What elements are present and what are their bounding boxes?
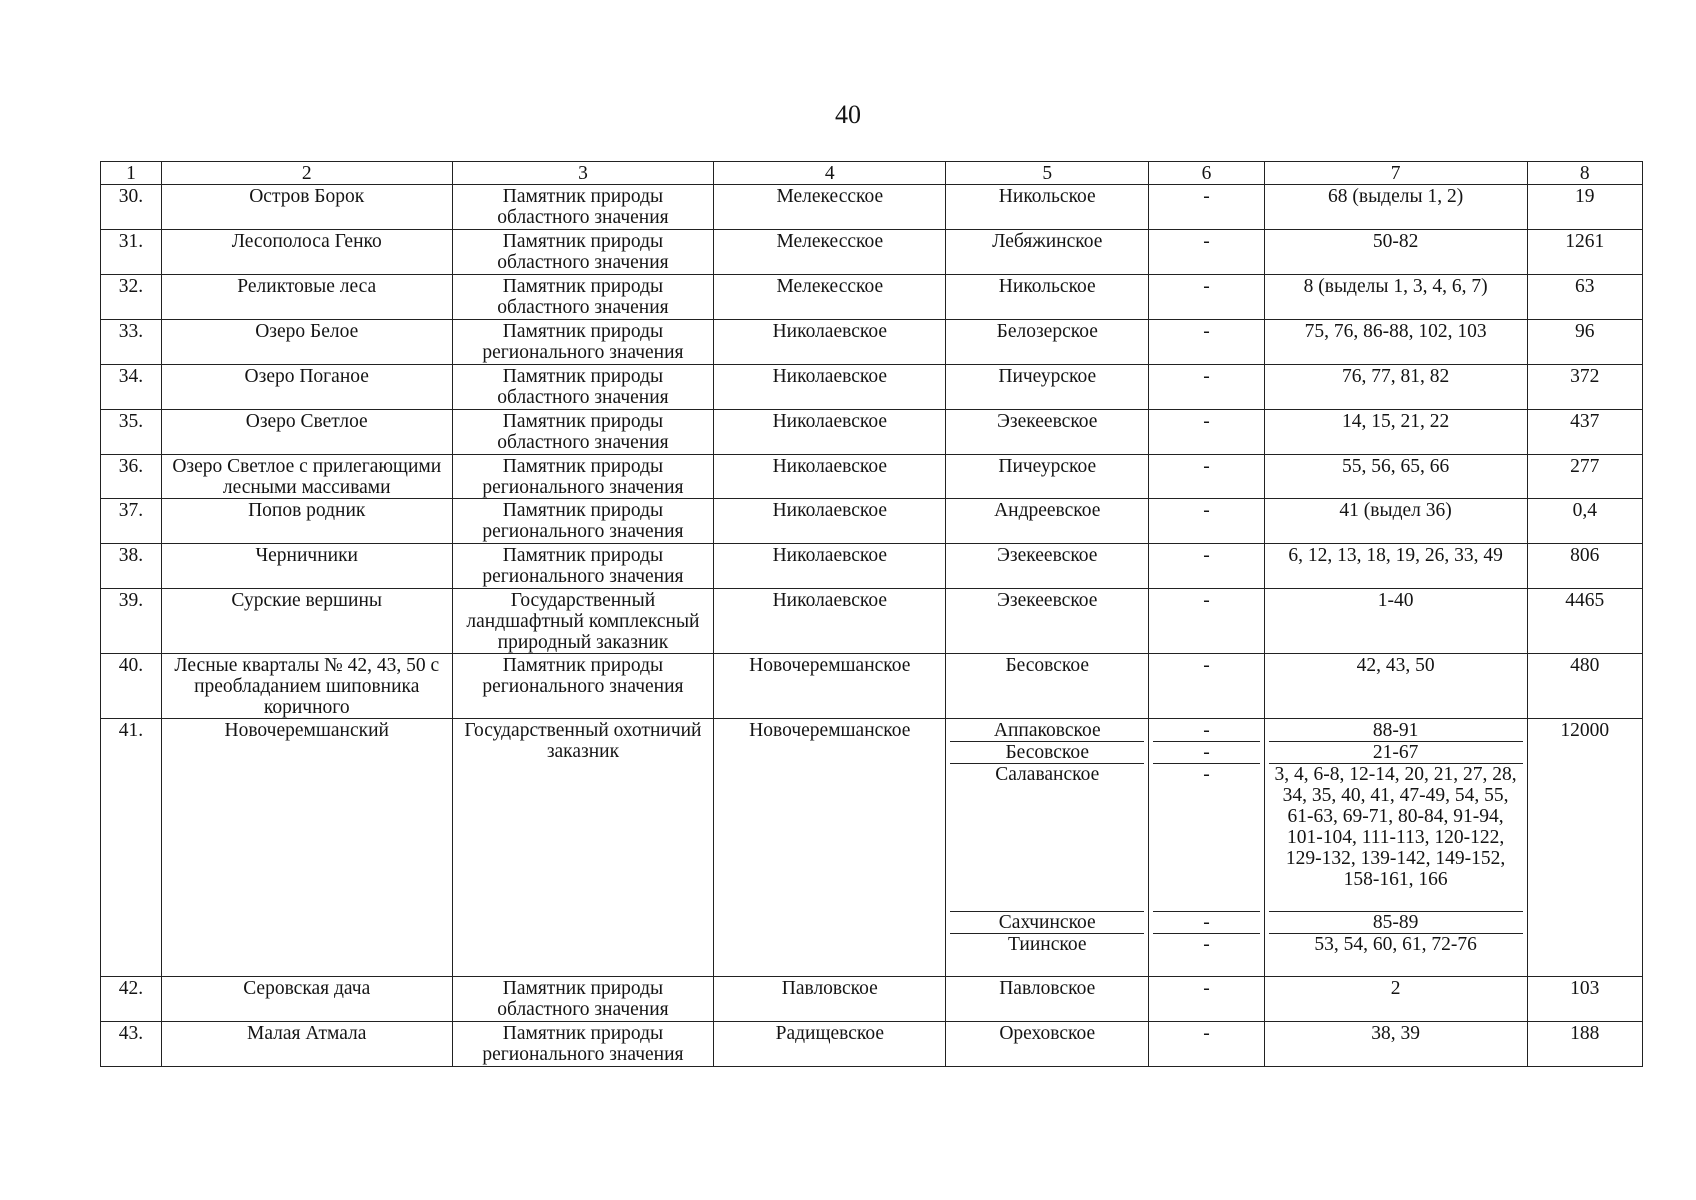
area-status: Памятник природы регионального значения	[452, 544, 714, 589]
area-name: Остров Борок	[161, 185, 452, 230]
district: Новочеремшанское	[714, 719, 946, 977]
district: Мелекесское	[714, 230, 946, 275]
table-row	[101, 410, 1643, 455]
quarters: 14, 15, 21, 22	[1264, 410, 1527, 455]
quarters: 53, 54, 60, 61, 72-76	[1314, 934, 1477, 955]
col6-value: -	[1149, 455, 1264, 499]
area-name: Озеро Белое	[161, 320, 452, 365]
col6-value: -	[1149, 544, 1264, 589]
quarters: 1-40	[1264, 589, 1527, 654]
area-status: Государственный охотничий заказник	[452, 719, 714, 977]
area-ha: 0,4	[1527, 499, 1642, 544]
area-status: Памятник природы областного значения	[452, 230, 714, 275]
forestry: Эзекеевское	[946, 544, 1149, 589]
area-name: Озеро Поганое	[161, 365, 452, 410]
row-number: 35.	[101, 410, 162, 455]
col6-value: -	[1153, 742, 1259, 764]
area-ha: 437	[1527, 410, 1642, 455]
area-status: Памятник природы областного значения	[452, 275, 714, 320]
row-number: 39.	[101, 589, 162, 654]
area-ha: 372	[1527, 365, 1642, 410]
area-status: Памятник природы областного значения	[452, 365, 714, 410]
col6-value: -	[1149, 654, 1264, 719]
area-name: Сурские вершины	[161, 589, 452, 654]
page-number: 40	[835, 100, 861, 129]
area-ha: 806	[1527, 544, 1642, 589]
quarters: 68 (выделы 1, 2)	[1264, 185, 1527, 230]
forestry-list	[946, 719, 1149, 977]
area-name: Лесополоса Генко	[161, 230, 452, 275]
area-status: Памятник природы регионального значения	[452, 1022, 714, 1067]
area-name: Лесные кварталы № 42, 43, 50 с преобладанием шиповника коричного	[161, 654, 452, 719]
forestry: Никольское	[946, 185, 1149, 230]
quarters-list	[1264, 719, 1527, 977]
header-cell: 3	[452, 162, 714, 185]
forestry: Тиинское	[1007, 934, 1087, 955]
district: Мелекесское	[714, 185, 946, 230]
quarters: 38, 39	[1264, 1022, 1527, 1067]
col6-value: -	[1153, 720, 1259, 742]
table-row	[101, 977, 1643, 1022]
row-number: 37.	[101, 499, 162, 544]
district: Николаевское	[714, 365, 946, 410]
area-name: Попов родник	[161, 499, 452, 544]
forestry: Павловское	[946, 977, 1149, 1022]
area-ha: 19	[1527, 185, 1642, 230]
area-ha: 1261	[1527, 230, 1642, 275]
quarters: 21-67	[1269, 742, 1523, 764]
col6-value: -	[1153, 912, 1259, 934]
district: Николаевское	[714, 499, 946, 544]
col6-value: -	[1149, 1022, 1264, 1067]
header-cell: 5	[946, 162, 1149, 185]
area-status: Памятник природы регионального значения	[452, 320, 714, 365]
quarters: 6, 12, 13, 18, 19, 26, 33, 49	[1264, 544, 1527, 589]
district: Радищевское	[714, 1022, 946, 1067]
area-name: Озеро Светлое с прилегающими лесными массивами	[161, 455, 452, 499]
area-status: Памятник природы областного значения	[452, 410, 714, 455]
area-ha: 63	[1527, 275, 1642, 320]
col6-value: -	[1203, 934, 1210, 955]
header-cell: 7	[1264, 162, 1527, 185]
district: Николаевское	[714, 589, 946, 654]
forestry: Салаванское	[950, 764, 1144, 912]
table-row	[101, 499, 1643, 544]
quarters: 50-82	[1264, 230, 1527, 275]
area-name: Новочеремшанский	[161, 719, 452, 977]
quarters: 2	[1264, 977, 1527, 1022]
table-row	[101, 365, 1643, 410]
area-status: Памятник природы областного значения	[452, 185, 714, 230]
row-number: 41.	[101, 719, 162, 977]
table-row	[101, 320, 1643, 365]
forestry: Сахчинское	[950, 912, 1144, 934]
header-cell: 2	[161, 162, 452, 185]
forestry: Аппаковское	[950, 720, 1144, 742]
col6-value: -	[1149, 410, 1264, 455]
district: Николаевское	[714, 410, 946, 455]
area-ha: 96	[1527, 320, 1642, 365]
header-cell: 4	[714, 162, 946, 185]
col6-value: -	[1149, 185, 1264, 230]
forestry: Ореховское	[946, 1022, 1149, 1067]
table-row	[101, 455, 1643, 499]
district: Николаевское	[714, 320, 946, 365]
table-row	[101, 185, 1643, 230]
area-name: Черничники	[161, 544, 452, 589]
col6-value: -	[1149, 365, 1264, 410]
col6-value: -	[1149, 275, 1264, 320]
row-number: 31.	[101, 230, 162, 275]
area-status: Памятник природы регионального значения	[452, 455, 714, 499]
row-number: 30.	[101, 185, 162, 230]
row-number: 42.	[101, 977, 162, 1022]
quarters: 75, 76, 86-88, 102, 103	[1264, 320, 1527, 365]
row-number: 38.	[101, 544, 162, 589]
district: Мелекесское	[714, 275, 946, 320]
area-status: Памятник природы областного значения	[452, 977, 714, 1022]
col6-list	[1149, 719, 1264, 977]
area-ha: 277	[1527, 455, 1642, 499]
header-cell: 6	[1149, 162, 1264, 185]
col6-value: -	[1149, 589, 1264, 654]
forestry: Пичеурское	[946, 365, 1149, 410]
forestry: Андреевское	[946, 499, 1149, 544]
row-number: 43.	[101, 1022, 162, 1067]
quarters: 3, 4, 6-8, 12-14, 20, 21, 27, 28, 34, 35, 40, 41, 47-49, 54, 55, 61-63, 69-71, 80-84, 91-94, 101-104, 111-113, 120-122, 129-132, 139-142, 149-152, 158-161, 166	[1269, 764, 1523, 912]
quarters: 42, 43, 50	[1264, 654, 1527, 719]
district: Николаевское	[714, 544, 946, 589]
protected-areas-table	[100, 161, 1643, 1067]
row-number: 32.	[101, 275, 162, 320]
table-row	[101, 589, 1643, 654]
area-name: Реликтовые леса	[161, 275, 452, 320]
forestry: Эзекеевское	[946, 410, 1149, 455]
forestry: Белозерское	[946, 320, 1149, 365]
col6-value: -	[1149, 977, 1264, 1022]
forestry: Никольское	[946, 275, 1149, 320]
area-name: Серовская дача	[161, 977, 452, 1022]
table-row	[101, 275, 1643, 320]
quarters: 41 (выдел 36)	[1264, 499, 1527, 544]
col6-value: -	[1149, 320, 1264, 365]
area-ha: 103	[1527, 977, 1642, 1022]
col6-value: -	[1153, 764, 1259, 912]
forestry: Эзекеевское	[946, 589, 1149, 654]
table-row-41	[101, 719, 1643, 977]
area-status: Памятник природы регионального значения	[452, 499, 714, 544]
district: Павловское	[714, 977, 946, 1022]
area-name: Малая Атмала	[161, 1022, 452, 1067]
district: Новочеремшанское	[714, 654, 946, 719]
col6-value: -	[1149, 499, 1264, 544]
col6-value: -	[1149, 230, 1264, 275]
forestry: Пичеурское	[946, 455, 1149, 499]
row-number: 33.	[101, 320, 162, 365]
area-ha: 188	[1527, 1022, 1642, 1067]
row-number: 40.	[101, 654, 162, 719]
table-row	[101, 544, 1643, 589]
forestry: Бесовское	[946, 654, 1149, 719]
quarters: 88-91	[1269, 720, 1523, 742]
quarters: 8 (выделы 1, 3, 4, 6, 7)	[1264, 275, 1527, 320]
district: Николаевское	[714, 455, 946, 499]
area-ha: 4465	[1527, 589, 1642, 654]
area-status: Государственный ландшафтный комплексный природный заказник	[452, 589, 714, 654]
quarters: 55, 56, 65, 66	[1264, 455, 1527, 499]
row-number: 36.	[101, 455, 162, 499]
table-row	[101, 1022, 1643, 1067]
header-cell: 1	[101, 162, 162, 185]
area-status: Памятник природы регионального значения	[452, 654, 714, 719]
header-row	[101, 162, 1643, 185]
area-ha: 12000	[1527, 719, 1642, 977]
row-number: 34.	[101, 365, 162, 410]
area-name: Озеро Светлое	[161, 410, 452, 455]
table-row	[101, 654, 1643, 719]
header-cell: 8	[1527, 162, 1642, 185]
area-ha: 480	[1527, 654, 1642, 719]
quarters: 76, 77, 81, 82	[1264, 365, 1527, 410]
quarters: 85-89	[1269, 912, 1523, 934]
table-row	[101, 230, 1643, 275]
forestry: Лебяжинское	[946, 230, 1149, 275]
forestry: Бесовское	[950, 742, 1144, 764]
